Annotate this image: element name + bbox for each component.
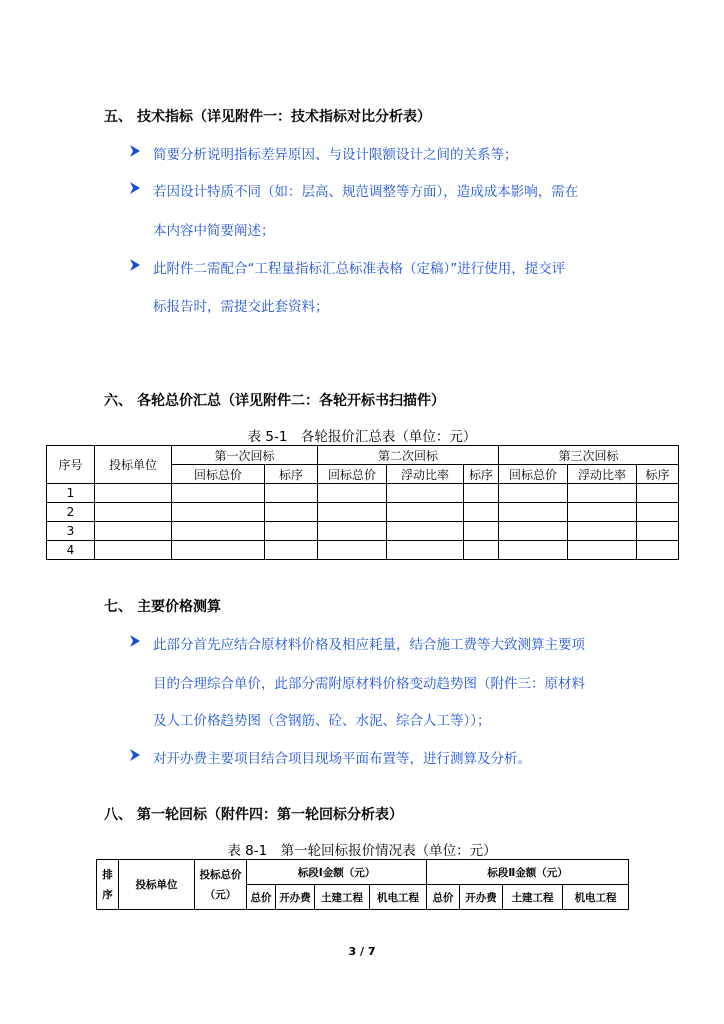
header-lot2-opening-cost: 开办费 (460, 885, 503, 910)
table-row (47, 484, 679, 503)
header-rank (97, 860, 119, 910)
row-number: 3 (47, 522, 95, 541)
header-r1-total: 回标总价 (172, 465, 265, 484)
section-7-title: 主要价格测算 (137, 599, 221, 615)
bullet-text: 本内容中简要阐述； (153, 223, 275, 239)
section-5-number: 五、 (104, 109, 132, 125)
header-lot-2: 标段Ⅱ金额（元） (427, 860, 629, 885)
section-5-title: 技术指标（详见附件一：技术指标对比分析表） (137, 109, 431, 125)
header-lot1-mep: 机电工程 (370, 885, 427, 910)
section-8-title: 第一轮回标（附件四：第一轮回标分析表） (137, 807, 403, 823)
bullet-text: 标报告时，需提交此套资料； (153, 299, 329, 315)
row-number: 4 (47, 541, 95, 560)
header-round-3: 第三次回标 (499, 446, 679, 465)
bullet-arrow-icon (128, 181, 142, 195)
header-lot2-mep: 机电工程 (563, 885, 629, 910)
header-bidder: 投标单位 (119, 860, 195, 910)
header-bidder: 投标单位 (95, 446, 172, 484)
header-rank-line-2: 序 (102, 888, 113, 901)
bullet-text: 此附件二需配合“工程量指标汇总标准表格（定稿）”进行使用，提交评 (153, 261, 566, 277)
header-r1-rank: 标序 (265, 465, 318, 484)
table-5-1-caption: 表 5-1 各轮报价汇总表（单位：元） (247, 429, 477, 445)
header-lot-1: 标段Ⅰ金额（元） (247, 860, 427, 885)
header-r3-rank: 标序 (637, 465, 679, 484)
bullet-arrow-icon (128, 144, 142, 158)
bullet-text: 及人工价格趋势图（含钢筋、砼、水泥、综合人工等））； (153, 713, 491, 729)
header-r3-total: 回标总价 (499, 465, 568, 484)
header-lot2-total: 总价 (427, 885, 460, 910)
first-round-bid-table (96, 859, 629, 910)
section-6-title: 各轮总价汇总（详见附件二：各轮开标书扫描件） (137, 393, 445, 409)
bullet-text: 对开办费主要项目结合项目现场平面布置等，进行测算及分析。 (153, 751, 531, 767)
row-number: 2 (47, 503, 95, 522)
section-6-heading (104, 390, 445, 410)
bullet-arrow-icon (128, 748, 142, 762)
header-lot2-civil: 土建工程 (503, 885, 563, 910)
header-bid-total-line-2: （元） (204, 888, 237, 901)
bullet-text: 目的合理综合单价，此部分需附原材料价格变动趋势图（附件三：原材料 (153, 676, 585, 692)
bullet-text: 简要分析说明指标差异原因、与设计限额设计之间的关系等； (153, 147, 518, 163)
page-number: 3 / 7 (348, 945, 376, 958)
table-row (47, 503, 679, 522)
header-lot1-total: 总价 (247, 885, 276, 910)
table-row (47, 541, 679, 560)
section-5-heading (104, 106, 431, 126)
section-7-number: 七、 (104, 599, 132, 615)
header-r2-total: 回标总价 (318, 465, 387, 484)
header-lot1-opening-cost: 开办费 (276, 885, 315, 910)
header-round-2: 第二次回标 (318, 446, 499, 465)
bullet-arrow-icon (128, 258, 142, 272)
row-number: 1 (47, 484, 95, 503)
header-seq: 序号 (47, 446, 95, 484)
bullet-text: 若因设计特质不同（如：层高、规范调整等方面），造成成本影响，需在 (153, 184, 579, 200)
bid-summary-table (46, 445, 679, 560)
header-bid-total (195, 860, 247, 910)
section-7-heading (104, 596, 221, 616)
header-bid-total-line-1: 投标总价 (199, 868, 242, 881)
table-8-1-caption: 表 8-1 第一轮回标报价情况表（单位：元） (227, 843, 497, 859)
section-8-heading (104, 804, 403, 824)
table-row (47, 522, 679, 541)
section-6-number: 六、 (104, 393, 132, 409)
header-r2-rank: 标序 (464, 465, 499, 484)
header-rank-line-1: 排 (102, 868, 113, 881)
header-r3-float: 浮动比率 (568, 465, 637, 484)
header-round-1: 第一次回标 (172, 446, 318, 465)
bullet-arrow-icon (128, 634, 142, 648)
section-8-number: 八、 (104, 807, 132, 823)
header-lot1-civil: 土建工程 (315, 885, 370, 910)
header-r2-float: 浮动比率 (387, 465, 464, 484)
bullet-text: 此部分首先应结合原材料价格及相应耗量，结合施工费等大致测算主要项 (153, 637, 585, 653)
